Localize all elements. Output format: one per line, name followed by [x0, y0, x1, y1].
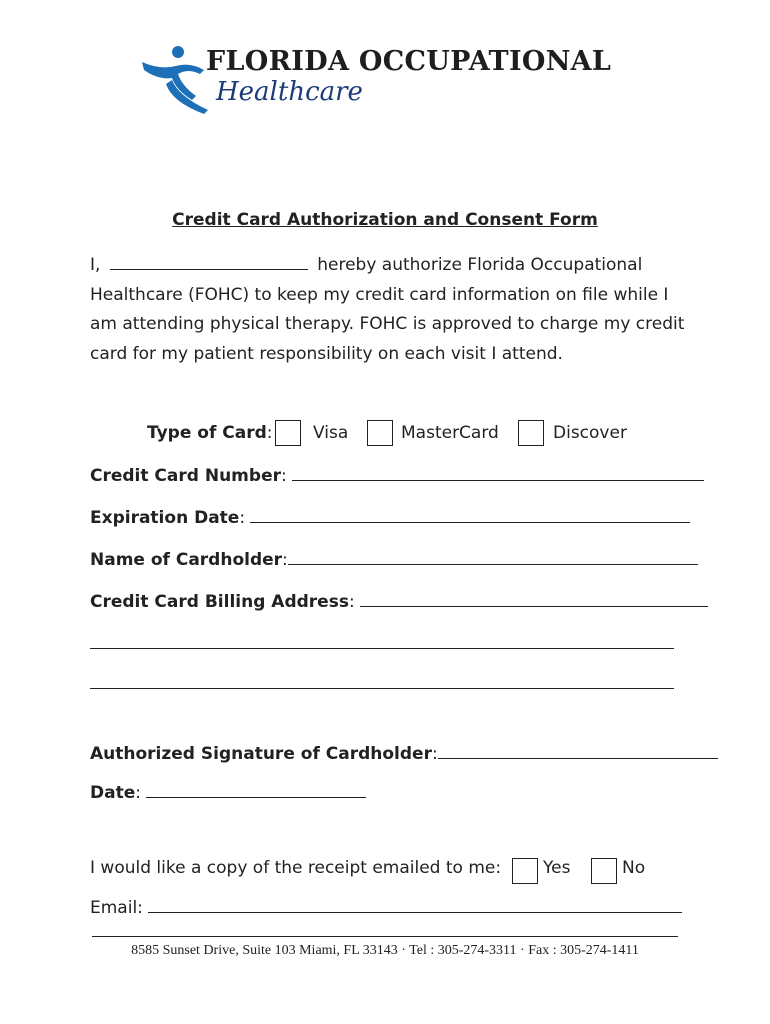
email-label: Email [90, 898, 138, 918]
cardholder-label: Name of Cardholder [90, 550, 283, 570]
visa-checkbox[interactable] [275, 420, 301, 446]
signature-field[interactable] [438, 758, 718, 759]
card-number-field[interactable] [292, 480, 704, 481]
logo-subtitle: Healthcare [216, 77, 363, 107]
intro-suffix: hereby authorize Florida Occupational [317, 255, 643, 275]
patient-name-blank[interactable] [110, 269, 308, 270]
logo-title: FLORIDA OCCUPATIONAL [206, 46, 612, 77]
expiration-label: Expiration Date [90, 508, 240, 528]
mastercard-label: MasterCard [401, 423, 499, 443]
receipt-yes-checkbox[interactable] [512, 858, 538, 884]
company-logo [138, 40, 638, 120]
discover-checkbox[interactable] [518, 420, 544, 446]
authorization-paragraph [90, 251, 690, 369]
email-row: Email: [90, 898, 682, 918]
cardholder-row: Name of Cardholder: [90, 550, 698, 570]
date-row: Date: [90, 783, 366, 803]
billing-address-row: Credit Card Billing Address: [90, 592, 708, 612]
footer-address: 8585 Sunset Drive, Suite 103 Miami, FL 33143 · Tel : 305-274-3311 · Fax : 305-274-1411 [131, 943, 639, 958]
card-number-row: Credit Card Number: [90, 466, 704, 486]
date-label: Date [90, 783, 136, 803]
cardholder-field[interactable] [288, 564, 698, 565]
card-number-label: Credit Card Number [90, 466, 281, 486]
intro-prefix: I, [90, 255, 101, 275]
email-field[interactable] [148, 912, 682, 913]
date-field[interactable] [146, 797, 366, 798]
receipt-no-label: No [622, 858, 646, 878]
signature-row: Authorized Signature of Cardholder: [90, 744, 718, 764]
visa-label: Visa [313, 423, 349, 443]
receipt-question: I would like a copy of the receipt emailed to me: [90, 858, 502, 878]
card-type-label: Type of Card [147, 423, 267, 443]
discover-label: Discover [553, 423, 627, 443]
expiration-row: Expiration Date: [90, 508, 690, 528]
card-type-row: Type of Card: [147, 423, 273, 443]
billing-address-line-2[interactable] [90, 648, 674, 649]
mastercard-checkbox[interactable] [367, 420, 393, 446]
footer-divider [92, 936, 678, 937]
receipt-no-checkbox[interactable] [591, 858, 617, 884]
receipt-yes-label: Yes [543, 858, 571, 878]
billing-address-line-3[interactable] [90, 688, 674, 689]
billing-address-label: Credit Card Billing Address [90, 592, 349, 612]
expiration-field[interactable] [250, 522, 690, 523]
form-title: Credit Card Authorization and Consent Form [172, 210, 598, 230]
intro-rest: Healthcare (FOHC) to keep my credit card information on file while I am attending physical therapy. FOHC is approved to charge my credit card for my patient responsibility on each visit I attend. [90, 284, 685, 364]
billing-address-field[interactable] [360, 606, 708, 607]
signature-label: Authorized Signature of Cardholder [90, 744, 432, 764]
